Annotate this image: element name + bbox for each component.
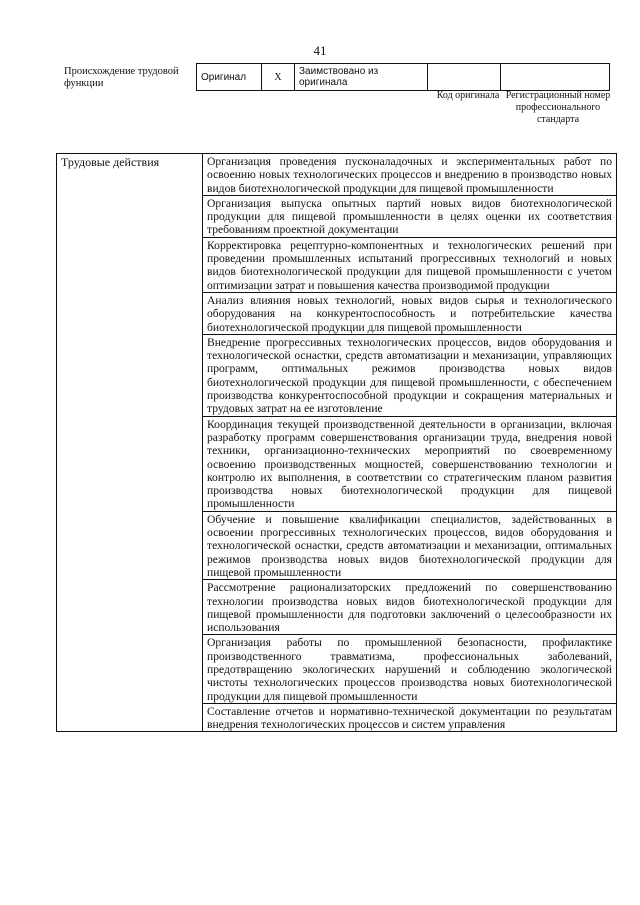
labor-actions-table [56, 153, 617, 732]
original-label: Оригинал [197, 64, 262, 91]
action-item: Организация проведения пусконаладочных и экспериментальных работ по освоению новых технологических процессов и внедрению в производство новых видов биотехнологической продукции для пищевой промышленности [203, 154, 616, 196]
labor-actions-list [203, 154, 617, 732]
action-item: Координация текущей производственной деятельности в организации, включая разработку программ совершенствования организации труда, внедрения новой техники, организационно-технических мероприятий по своевременному освоению производственных мощностей, совершенствованию технологии и контролю их выполнения, в соответствии со стратегическим планом развития производства новых биотехнологической продукции для пищевой промышленности [203, 417, 616, 512]
action-item: Внедрение прогрессивных технологических процессов, видов оборудования и технологической оснастки, средств автоматизации и механизации, управляющих программ, оптимальных режимов производства новых видов биотехнологической продукции для пищевой промышленности, с обеспечением производства конкурентоспособной продукции и сокращения материальных и трудовых затрат на ее изготовление [203, 335, 616, 417]
reg-number-cell [501, 64, 610, 91]
reg-caption: Регистрационный номер профессионального стандарта [505, 90, 611, 125]
original-mark: X [262, 64, 295, 91]
action-item: Составление отчетов и нормативно-технической документации по результатам внедрения технологических процессов и систем управления [207, 704, 612, 732]
origin-label: Происхождение трудовой функции [64, 66, 179, 89]
code-caption: Код оригинала [436, 90, 500, 101]
borrowed-label: Заимствовано из оригинала [295, 64, 428, 91]
origin-table [196, 63, 610, 91]
action-item: Рассмотрение рационализаторских предложений по совершенствованию технологии производства новых видов биотехнологической продукции для пищевой промышленности для подготовки заключений о целесообразности их использования [203, 580, 616, 635]
action-item: Корректировка рецептурно-компонентных и технологических решений при проведении промышленных испытаний прогрессивных технологий и новых видов биотехнологической продукции для пищевой промышленности с учетом оптимизации затрат и повышения качества производимой продукции [203, 238, 616, 293]
page-number: 41 [313, 43, 327, 58]
action-item: Обучение и повышение квалификации специалистов, задействованных в освоении прогрессивных технологических процессов, видов оборудования и технологической оснастки, средств автоматизации и механизации, оптимальных режимов производства новых видов биотехнологической продукции для пищевой промышленности [203, 512, 616, 580]
action-item: Организация выпуска опытных партий новых видов биотехнологической продукции для пищевой промышленности в целях оценки их соответствия требованиям проектной документации [203, 196, 616, 238]
labor-actions-label: Трудовые действия [57, 154, 203, 732]
code-cell [428, 64, 501, 91]
action-item: Организация работы по промышленной безопасности, профилактике производственного травматизма, профессиональных заболеваний, предотвращению экологических нарушений и соблюдению экологической чистоты технологических процессов производства новых биотехнологической продукции для пищевой промышленности [203, 635, 616, 703]
action-item: Анализ влияния новых технологий, новых видов сырья и технологического оборудования на конкурентоспособность и потребительские качества биотехнологической продукции для пищевой промышленности [203, 293, 616, 335]
